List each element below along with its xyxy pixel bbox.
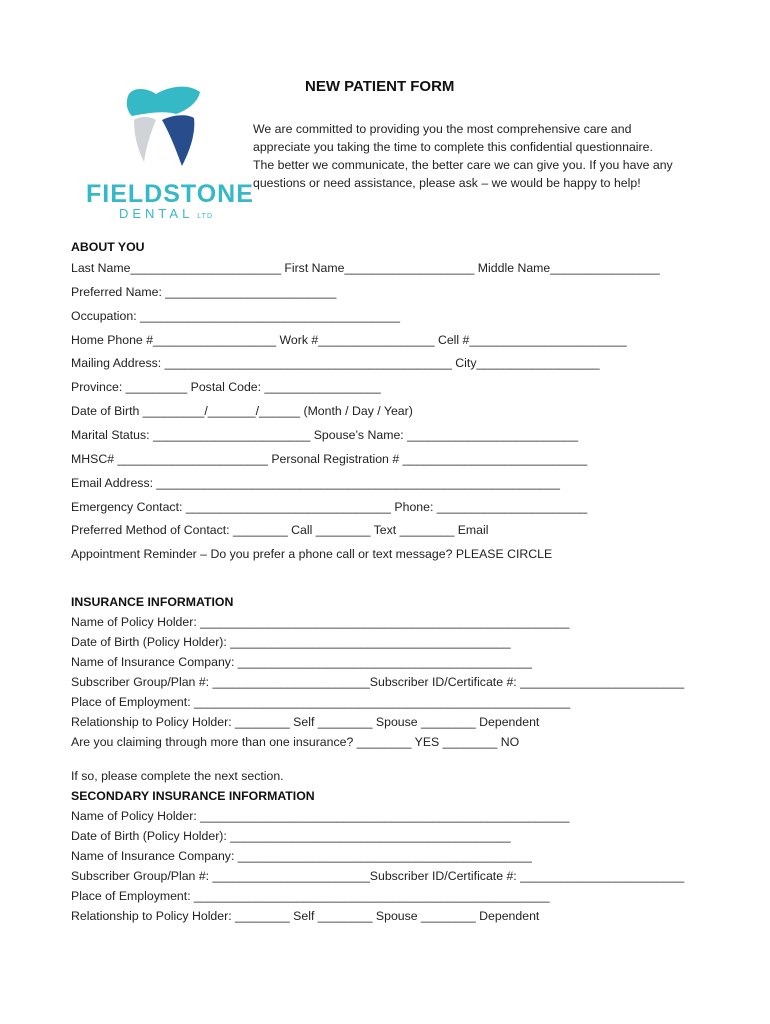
field-relationship[interactable]: Relationship to Policy Holder: ________ Self ________ Spouse ________ Dependent <box>71 715 540 729</box>
brand-name: FIELDSTONE <box>86 180 254 208</box>
field-multiple-insurance[interactable]: Are you claiming through more than one insurance? ________ YES ________ NO <box>71 735 520 749</box>
field-occupation[interactable]: Occupation: ______________________________________ <box>71 309 400 323</box>
tooth-icon <box>126 84 202 168</box>
field-name[interactable]: Last Name______________________ First Name___________________ Middle Name________________ <box>71 261 660 275</box>
section-heading-secondary: SECONDARY INSURANCE INFORMATION <box>71 789 315 803</box>
section-heading-about: ABOUT YOU <box>71 240 145 254</box>
field-province-postal[interactable]: Province: _________ Postal Code: _________________ <box>71 380 381 394</box>
secondary-note: If so, please complete the next section. <box>71 769 284 783</box>
field-place-of-employment[interactable]: Place of Employment: _______________________________________________________ <box>71 695 571 709</box>
field-policy-holder-dob[interactable]: Date of Birth (Policy Holder): _________________________________________ <box>71 635 511 649</box>
field-secondary-relationship[interactable]: Relationship to Policy Holder: ________ Self ________ Spouse ________ Dependent <box>71 909 540 923</box>
field-preferred-name[interactable]: Preferred Name: _________________________ <box>71 285 337 299</box>
field-mailing-address[interactable]: Mailing Address: __________________________________________ City__________________ <box>71 356 600 370</box>
field-marital-status[interactable]: Marital Status: _______________________ Spouse’s Name: _________________________ <box>71 428 579 442</box>
field-secondary-policy-holder[interactable]: Name of Policy Holder: ______________________________________________________ <box>71 809 570 823</box>
section-heading-insurance: INSURANCE INFORMATION <box>71 595 234 609</box>
page-title: NEW PATIENT FORM <box>305 78 455 95</box>
field-policy-holder[interactable]: Name of Policy Holder: ______________________________________________________ <box>71 615 570 629</box>
field-appointment-reminder[interactable]: Appointment Reminder – Do you prefer a phone call or text message? PLEASE CIRCLE <box>71 547 553 561</box>
brand-subtitle: DENTAL LTD <box>118 206 214 221</box>
field-insurance-company[interactable]: Name of Insurance Company: ___________________________________________ <box>71 655 532 669</box>
field-emergency-contact[interactable]: Emergency Contact: ______________________________ Phone: ______________________ <box>71 500 588 514</box>
field-date-of-birth[interactable]: Date of Birth _________/_______/______ (Month / Day / Year) <box>71 404 413 418</box>
field-secondary-subscriber-ids[interactable]: Subscriber Group/Plan #: _______________________Subscriber ID/Certificate #: ________________________ <box>71 869 685 883</box>
field-secondary-employment[interactable]: Place of Employment: ____________________________________________________ <box>71 889 550 903</box>
field-contact-method[interactable]: Preferred Method of Contact: ________ Call ________ Text ________ Email <box>71 523 489 537</box>
field-phones[interactable]: Home Phone #__________________ Work #_________________ Cell #_______________________ <box>71 333 627 347</box>
field-mhsc[interactable]: MHSC# ______________________ Personal Registration # ___________________________ <box>71 452 588 466</box>
field-email[interactable]: Email Address: ___________________________________________________________ <box>71 476 560 490</box>
intro-paragraph: We are committed to providing you the most comprehensive care and appreciate you taking the time to complete this confidential questionnaire. The better we communicate, the better care we can give you. If you have any questions or need assistance, please ask – we would be happy to help! <box>253 122 673 190</box>
field-secondary-dob[interactable]: Date of Birth (Policy Holder): _________________________________________ <box>71 829 511 843</box>
fieldstone-dental-logo <box>86 84 254 224</box>
field-secondary-company[interactable]: Name of Insurance Company: ___________________________________________ <box>71 849 532 863</box>
field-subscriber-ids[interactable]: Subscriber Group/Plan #: _______________________Subscriber ID/Certificate #: ________________________ <box>71 675 685 689</box>
